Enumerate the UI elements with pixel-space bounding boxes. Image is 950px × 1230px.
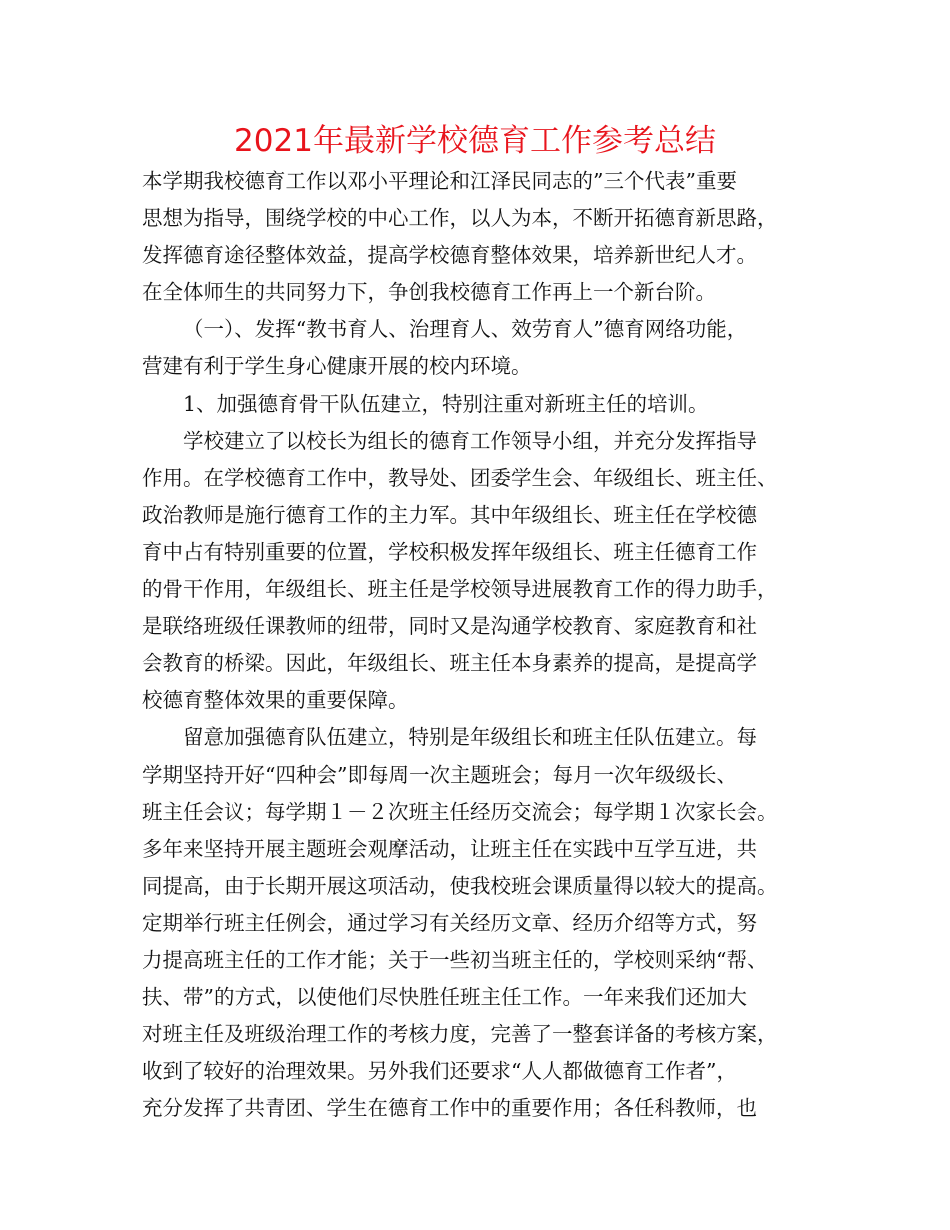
body-line: （一）、发挥“教书育人、治理育人、效劳育人”德育网络功能， [183,317,748,342]
body-line: 思想为指导，围绕学校的中心工作，以人为本，不断开拓德育新思路， [142,206,778,231]
body-line: 学期坚持开好“四种会”即每周一次主题班会；每月一次年级级长、 [142,762,737,787]
body-line: 会教育的桥梁。因此，年级组长、班主任本身素养的提高，是提高学 [142,651,757,676]
body-line: 育中占有特别重要的位置，学校积极发挥年级组长、班主任德育工作 [142,539,757,564]
body-line: 扶、带”的方式，以使他们尽快胜任班主任工作。一年来我们还加大 [142,985,747,1010]
body-line: 发挥德育途径整体效益，提高学校德育整体效果，培养新世纪人才。 [142,243,757,268]
body-line: 校德育整体效果的重要保障。 [142,688,409,713]
body-line: 的骨干作用，年级组长、班主任是学校领导进展教育工作的得力助手， [142,577,778,602]
body-line: 本学期我校德育工作以邓小平理论和江泽民同志的”三个代表”重要 [142,169,737,193]
body-line: 营建有利于学生身心健康开展的校内环境。 [142,354,532,379]
body-line: 多年来坚持开展主题班会观摩活动，让班主任在实践中互学互进，共 [142,836,757,861]
body-line: 定期举行班主任例会，通过学习有关经历文章、经历介绍等方式，努 [142,910,757,935]
body-line: 学校建立了以校长为组长的德育工作领导小组，并充分发挥指导 [183,428,757,453]
body-line: 留意加强德育队伍建立，特别是年级组长和班主任队伍建立。每 [183,725,757,750]
document-body [142,163,832,1127]
body-line: 班主任会议；每学期１－２次班主任经历交流会；每学期１次家长会。 [142,799,778,824]
body-line: 在全体师生的共同努力下，争创我校德育工作再上一个新台阶。 [142,280,716,305]
body-line: 力提高班主任的工作才能；关于一些初当班主任的，学校则采纳“帮、 [142,947,768,972]
body-line: 充分发挥了共青团、学生在德育工作中的重要作用；各任科教师，也 [142,1096,757,1121]
document-title: 2021年最新学校德育工作参考总结 [234,123,716,159]
body-line: 收到了较好的治理效果。另外我们还要求“人人都做德育工作者”， [142,1059,737,1084]
body-line: 政治教师是施行德育工作的主力军。其中年级组长、班主任在学校德 [142,502,757,527]
body-line: 作用。在学校德育工作中，教导处、团委学生会、年级组长、班主任、 [142,465,778,490]
body-line: 是联络班级任课教师的纽带，同时又是沟通学校教育、家庭教育和社 [142,614,757,639]
body-line: 同提高，由于长期开展这项活动，使我校班会课质量得以较大的提高。 [142,873,778,898]
body-line: 1、加强德育骨干队伍建立，特别注重对新班主任的培训。 [183,391,709,416]
body-line: 对班主任及班级治理工作的考核力度，完善了一整套详备的考核方案， [142,1022,778,1047]
